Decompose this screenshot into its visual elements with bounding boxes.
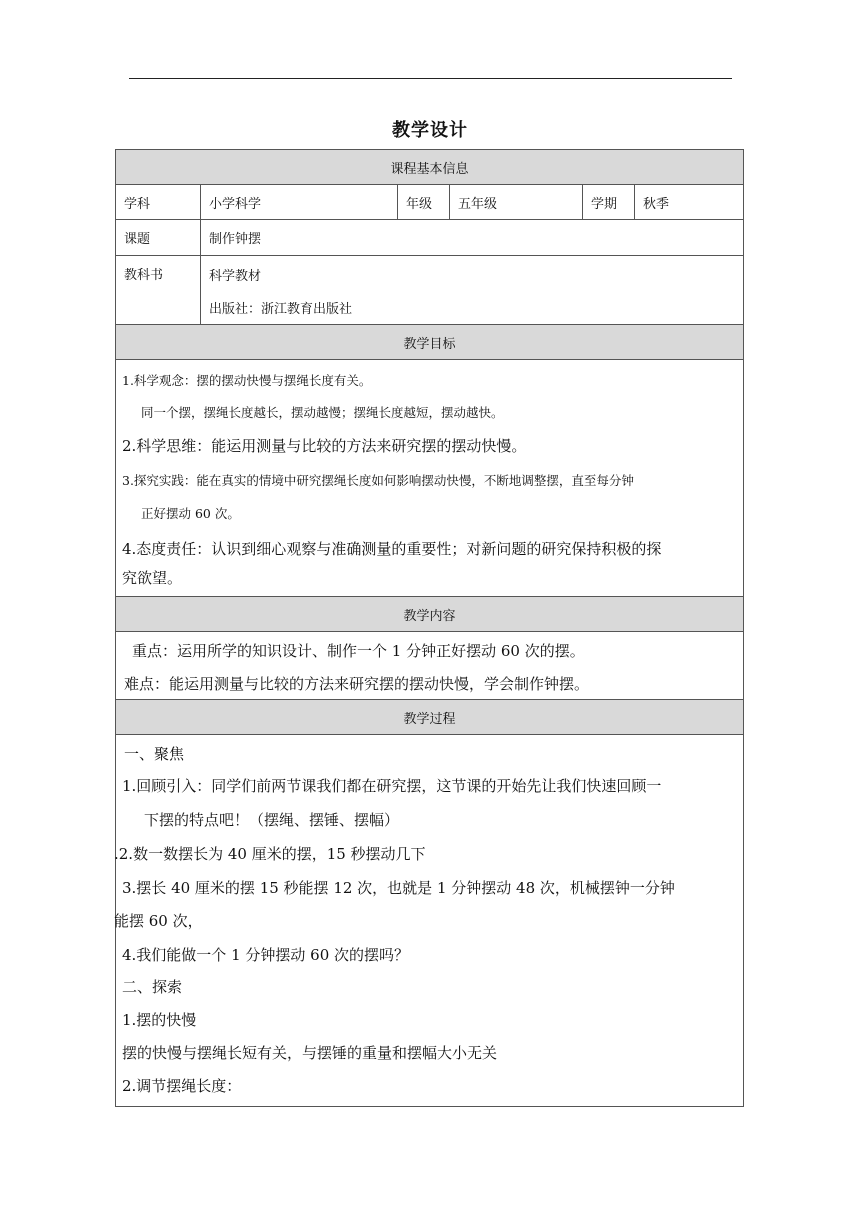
textbook-row: [116, 256, 743, 325]
process-line: 4.我们能做一个 1 分钟摆动 60 次的摆吗？: [122, 946, 410, 964]
process-line: 下摆的特点吧！（摆绳、摆锤、摆幅）: [144, 811, 400, 829]
content-body: [116, 632, 743, 700]
goal-line: 1.科学观念：摆的摆动快慢与摆绳长度有关。: [122, 373, 372, 388]
process-line: 摆的快慢与摆绳长短有关，与摆锤的重量和摆幅大小无关: [122, 1044, 498, 1062]
textbook-publisher: 出版社：浙江教育出版社: [209, 302, 353, 317]
term-label: 学期: [582, 185, 634, 219]
process-body: [116, 735, 743, 1106]
process-line: 1.摆的快慢: [122, 1011, 197, 1029]
process-line: 能摆 60 次，: [114, 912, 203, 930]
goal-line: 3.探究实践：能在真实的情境中研究摆绳长度如何影响摆动快慢，不断地调整摆，直至每分钟: [122, 473, 634, 488]
goal-line: 正好摆动 60 次。: [141, 506, 240, 521]
section-header-basic-info: 课程基本信息: [116, 150, 743, 185]
topic-value: 制作钟摆: [200, 220, 743, 255]
header-rule: [129, 78, 732, 79]
goal-line: 4.态度责任：认识到细心观察与准确测量的重要性；对新问题的研究保持积极的探: [122, 540, 662, 558]
process-line: 一、聚焦: [124, 745, 185, 763]
grade-value: 五年级: [449, 185, 582, 219]
subject-row: [116, 185, 743, 220]
term-value: 秋季: [634, 185, 743, 219]
process-line: 二、探索: [122, 978, 183, 996]
subject-label: 学科: [124, 197, 151, 212]
key-point: 重点：运用所学的知识设计、制作一个 1 分钟正好摆动 60 次的摆。: [132, 642, 585, 660]
lesson-table: [115, 149, 744, 1107]
goal-line: 同一个摆，摆绳长度越长，摆动越慢；摆绳长度越短，摆动越快。: [141, 405, 504, 420]
subject-value: 小学科学: [200, 185, 397, 219]
process-line: 1.回顾引入：同学们前两节课我们都在研究摆，这节课的开始先让我们快速回顾一: [122, 777, 662, 795]
process-line: 3.摆长 40 厘米的摆 15 秒能摆 12 次，也就是 1 分钟摆动 48 次，机械摆钟一分钟: [122, 879, 675, 897]
topic-row: [116, 220, 743, 256]
difficult-point: 难点：能运用测量与比较的方法来研究摆的摆动快慢，学会制作钟摆。: [124, 675, 590, 693]
section-header-goals: 教学目标: [116, 325, 743, 360]
section-header-process: 教学过程: [116, 700, 743, 735]
goal-line: 2.科学思维：能运用测量与比较的方法来研究摆的摆动快慢。: [122, 437, 527, 455]
goals-body: [116, 360, 743, 597]
section-header-content: 教学内容: [116, 597, 743, 632]
grade-label: 年级: [397, 185, 449, 219]
process-line: .2.数一数摆长为 40 厘米的摆，15 秒摆动几下: [114, 845, 426, 863]
textbook-name: 科学教材: [209, 269, 262, 284]
topic-label: 课题: [124, 232, 151, 247]
document-title: 教学设计: [392, 120, 468, 141]
goal-line: 究欲望。: [122, 569, 183, 587]
process-line: 2.调节摆绳长度：: [122, 1077, 242, 1095]
textbook-value: [200, 256, 743, 324]
textbook-label: 教科书: [124, 268, 164, 283]
